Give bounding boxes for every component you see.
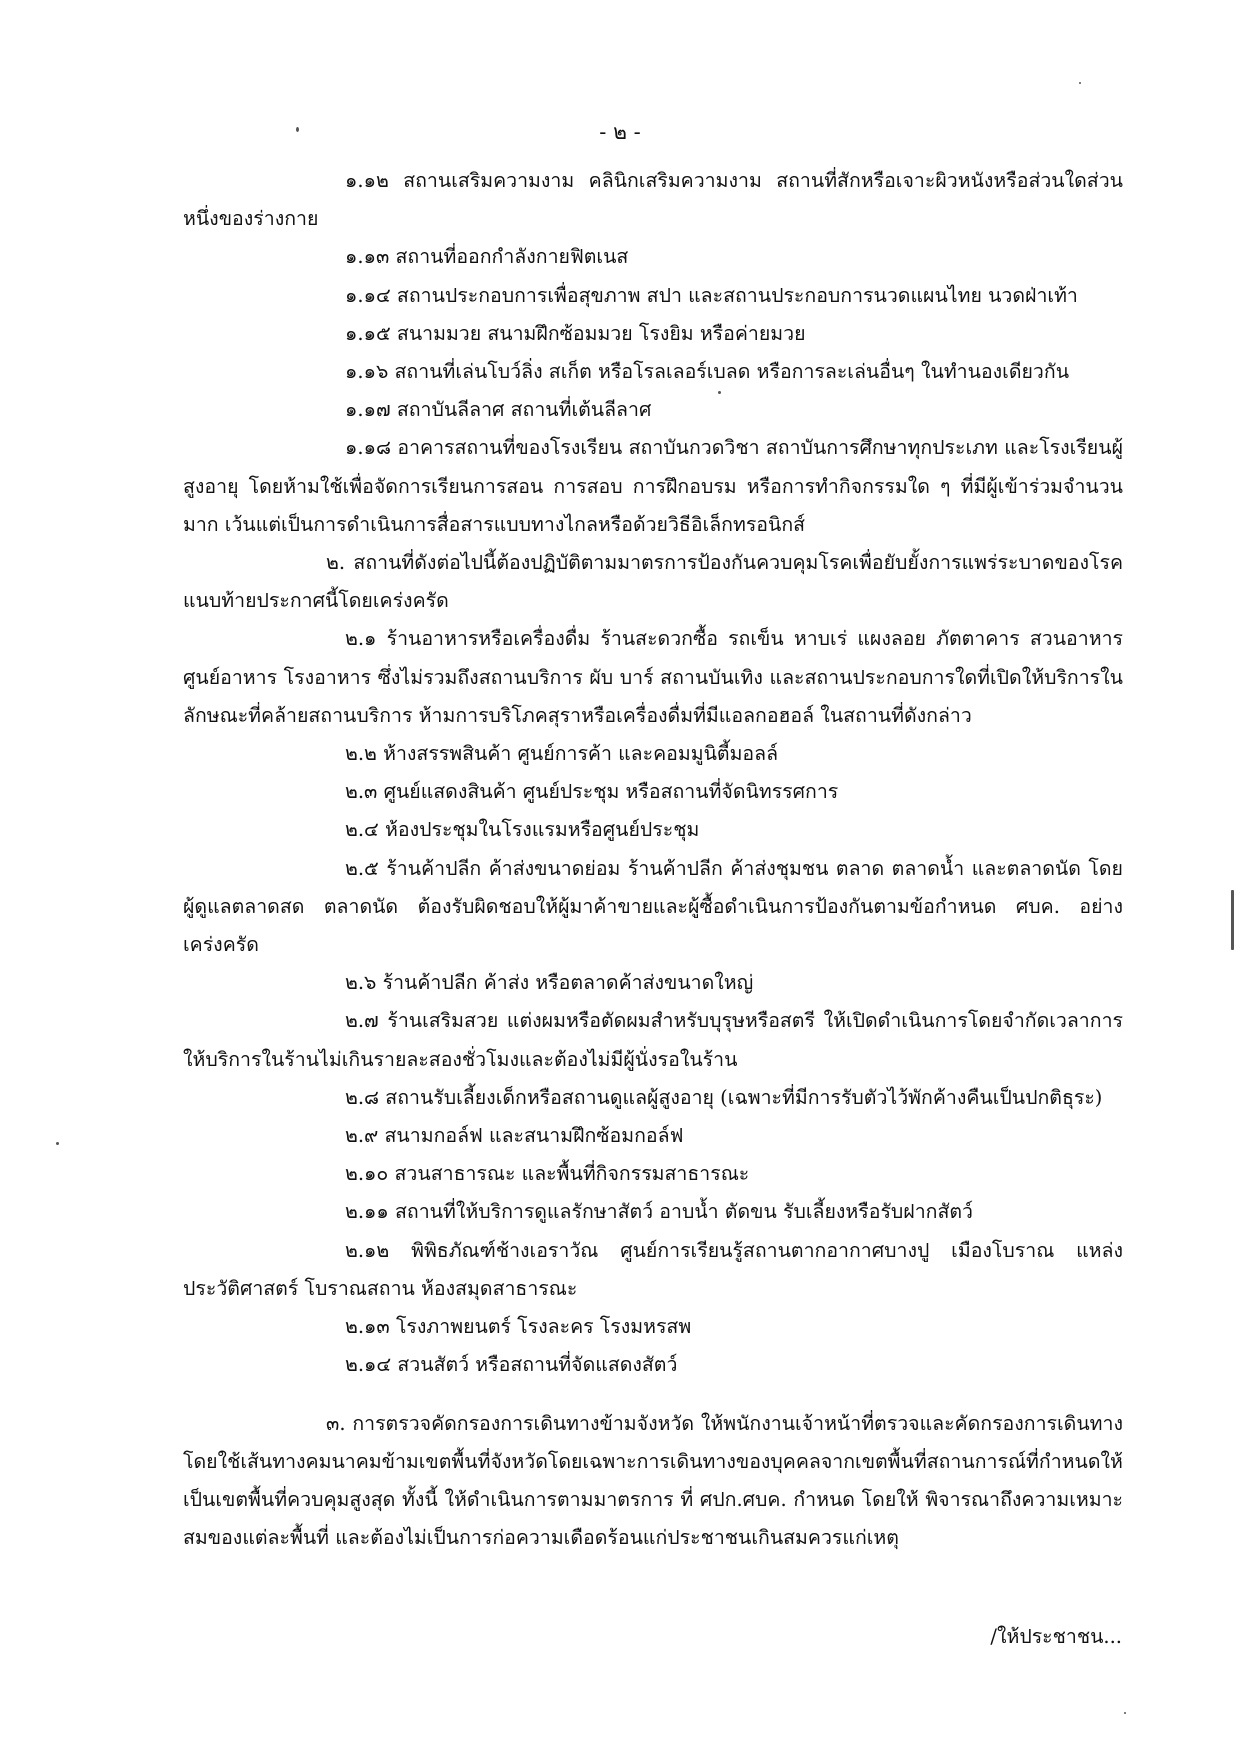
continuation-marker: /ให้ประชาชน...	[990, 1625, 1122, 1648]
clause-1-15: ๑.๑๕ สนามมวย สนามฝึกซ้อมมวย โรงยิม หรือค่ายมวย	[345, 321, 806, 345]
clause-2-4: ๒.๔ ห้องประชุมในโรงแรมหรือศูนย์ประชุม	[345, 818, 700, 842]
clause-2-5: ๒.๕ ร้านค้าปลีก ค้าส่งขนาดย่อม ร้านค้าปลีก ค้าส่งชุมชน ตลาด ตลาดน้ำ และตลาดนัด โดยผู้ดูแลตลาดสด ตลาดนัด ต้องรับผิดชอบให้ผู้มาค้าขายและผู้ซื้อดำเนินการป้องกันตามข้อกำหนด ศบค. อย่างเคร่งครัด	[183, 856, 1123, 957]
clause-2-1: ๒.๑ ร้านอาหารหรือเครื่องดื่ม ร้านสะดวกซื้อ รถเข็น หาบเร่ แผงลอย ภัตตาคาร สวนอาหาร ศูนย์อาหาร โรงอาหาร ซึ่งไม่รวมถึงสถานบริการ ผับ บาร์ สถานบันเทิง และสถานประกอบการใดที่เปิดให้บริการในลักษณะที่คล้ายสถานบริการ ห้ามการบริโภคสุราหรือเครื่องดื่มที่มีแอลกอฮอล์ ในสถานที่ดังกล่าว	[183, 627, 1123, 727]
clause-1-16: ๑.๑๖ สถานที่เล่นโบว์ลิ่ง สเก็ต หรือโรลเลอร์เบลด หรือการละเล่นอื่นๆ ในทำนองเดียวกัน	[345, 360, 1070, 384]
document-body	[183, 162, 1123, 1557]
clause-1-17: ๑.๑๗ สถาบันลีลาศ สถานที่เต้นลีลาศ	[345, 398, 652, 422]
scan-speck	[1231, 890, 1234, 950]
clause-1-14: ๑.๑๔ สถานประกอบการเพื่อสุขภาพ สปา และสถานประกอบการนวดแผนไทย นวดฝ่าเท้า	[345, 283, 1078, 307]
scan-speck	[1079, 82, 1081, 84]
scan-speck	[296, 127, 299, 132]
clause-2-3: ๒.๓ ศูนย์แสดงสินค้า ศูนย์ประชุม หรือสถานที่จัดนิทรรศการ	[345, 780, 839, 804]
clause-2-13: ๒.๑๓ โรงภาพยนตร์ โรงละคร โรงมหรสพ	[345, 1315, 692, 1339]
section-2-heading: ๒. สถานที่ดังต่อไปนี้ต้องปฏิบัติตามมาตรการป้องกันควบคุมโรคเพื่อยับยั้งการแพร่ระบาดของโรคแนบท้ายประกาศนี้โดยเคร่งครัด	[183, 551, 1123, 613]
scan-speck	[1124, 1712, 1126, 1714]
scan-speck	[56, 1142, 59, 1145]
page-number: - ๒ -	[599, 120, 641, 144]
clause-2-14: ๒.๑๔ สวนสัตว์ หรือสถานที่จัดแสดงสัตว์	[345, 1353, 678, 1377]
section-3-paragraph: ๓. การตรวจคัดกรองการเดินทางข้ามจังหวัด ให้พนักงานเจ้าหน้าที่ตรวจและคัดกรองการเดินทางโดยใช้เส้นทางคมนาคมข้ามเขตพื้นที่จังหวัดโดยเฉพาะการเดินทางของบุคคลจากเขตพื้นที่สถานการณ์ที่กำหนดให้เป็นเขตพื้นที่ควบคุมสูงสุด ทั้งนี้ ให้ดำเนินการตามมาตรการ ที่ ศปก.ศบค. กำหนด โดยให้ พิจารณาถึงความเหมาะสมของแต่ละพื้นที่ และต้องไม่เป็นการก่อความเดือดร้อนแก่ประชาชนเกินสมควรแก่เหตุ	[183, 1411, 1123, 1550]
clause-2-11: ๒.๑๑ สถานที่ให้บริการดูแลรักษาสัตว์ อาบน้ำ ตัดขน รับเลี้ยงหรือรับฝากสัตว์	[345, 1200, 973, 1224]
clause-2-12: ๒.๑๒ พิพิธภัณฑ์ช้างเอราวัณ ศูนย์การเรียนรู้สถานตากอากาศบางปู เมืองโบราณ แหล่งประวัติศาสตร์ โบราณสถาน ห้องสมุดสาธารณะ	[183, 1238, 1123, 1300]
paragraph-spacer	[183, 1385, 1123, 1405]
clause-2-9: ๒.๙ สนามกอล์ฟ และสนามฝึกซ้อมกอล์ฟ	[345, 1124, 684, 1148]
clause-2-10: ๒.๑๐ สวนสาธารณะ และพื้นที่กิจกรรมสาธารณะ	[345, 1162, 750, 1186]
clause-2-6: ๒.๖ ร้านค้าปลีก ค้าส่ง หรือตลาดค้าส่งขนาดใหญ่	[345, 971, 754, 995]
scan-speck	[718, 391, 721, 394]
clause-2-2: ๒.๒ ห้างสรรพสินค้า ศูนย์การค้า และคอมมูนิตี้มอลล์	[345, 742, 779, 766]
clause-2-8: ๒.๘ สถานรับเลี้ยงเด็กหรือสถานดูแลผู้สูงอายุ (เฉพาะที่มีการรับตัวไว้พักค้างคืนเป็นปกติธุระ)	[345, 1085, 1103, 1109]
clause-1-18: ๑.๑๘ อาคารสถานที่ของโรงเรียน สถาบันกวดวิชา สถาบันการศึกษาทุกประเภท และโรงเรียนผู้สูงอายุ โดยห้ามใช้เพื่อจัดการเรียนการสอน การสอบ การฝึกอบรม หรือการทำกิจกรรมใด ๆ ที่มีผู้เข้าร่วมจำนวนมาก เว้นแต่เป็นการดำเนินการสื่อสารแบบทางไกลหรือด้วยวิธีอิเล็กทรอนิกส์	[183, 436, 1123, 536]
clause-1-12: ๑.๑๒ สถานเสริมความงาม คลินิกเสริมความงาม สถานที่สักหรือเจาะผิวหนังหรือส่วนใดส่วนหนึ่งของร่างกาย	[183, 169, 1123, 231]
clause-2-7: ๒.๗ ร้านเสริมสวย แต่งผมหรือตัดผมสำหรับบุรุษหรือสตรี ให้เปิดดำเนินการโดยจำกัดเวลาการให้บริการในร้านไม่เกินรายละสองชั่วโมงและต้องไม่มีผู้นั่งรอในร้าน	[183, 1009, 1123, 1071]
clause-1-13: ๑.๑๓ สถานที่ออกกำลังกายฟิตเนส	[345, 245, 629, 269]
